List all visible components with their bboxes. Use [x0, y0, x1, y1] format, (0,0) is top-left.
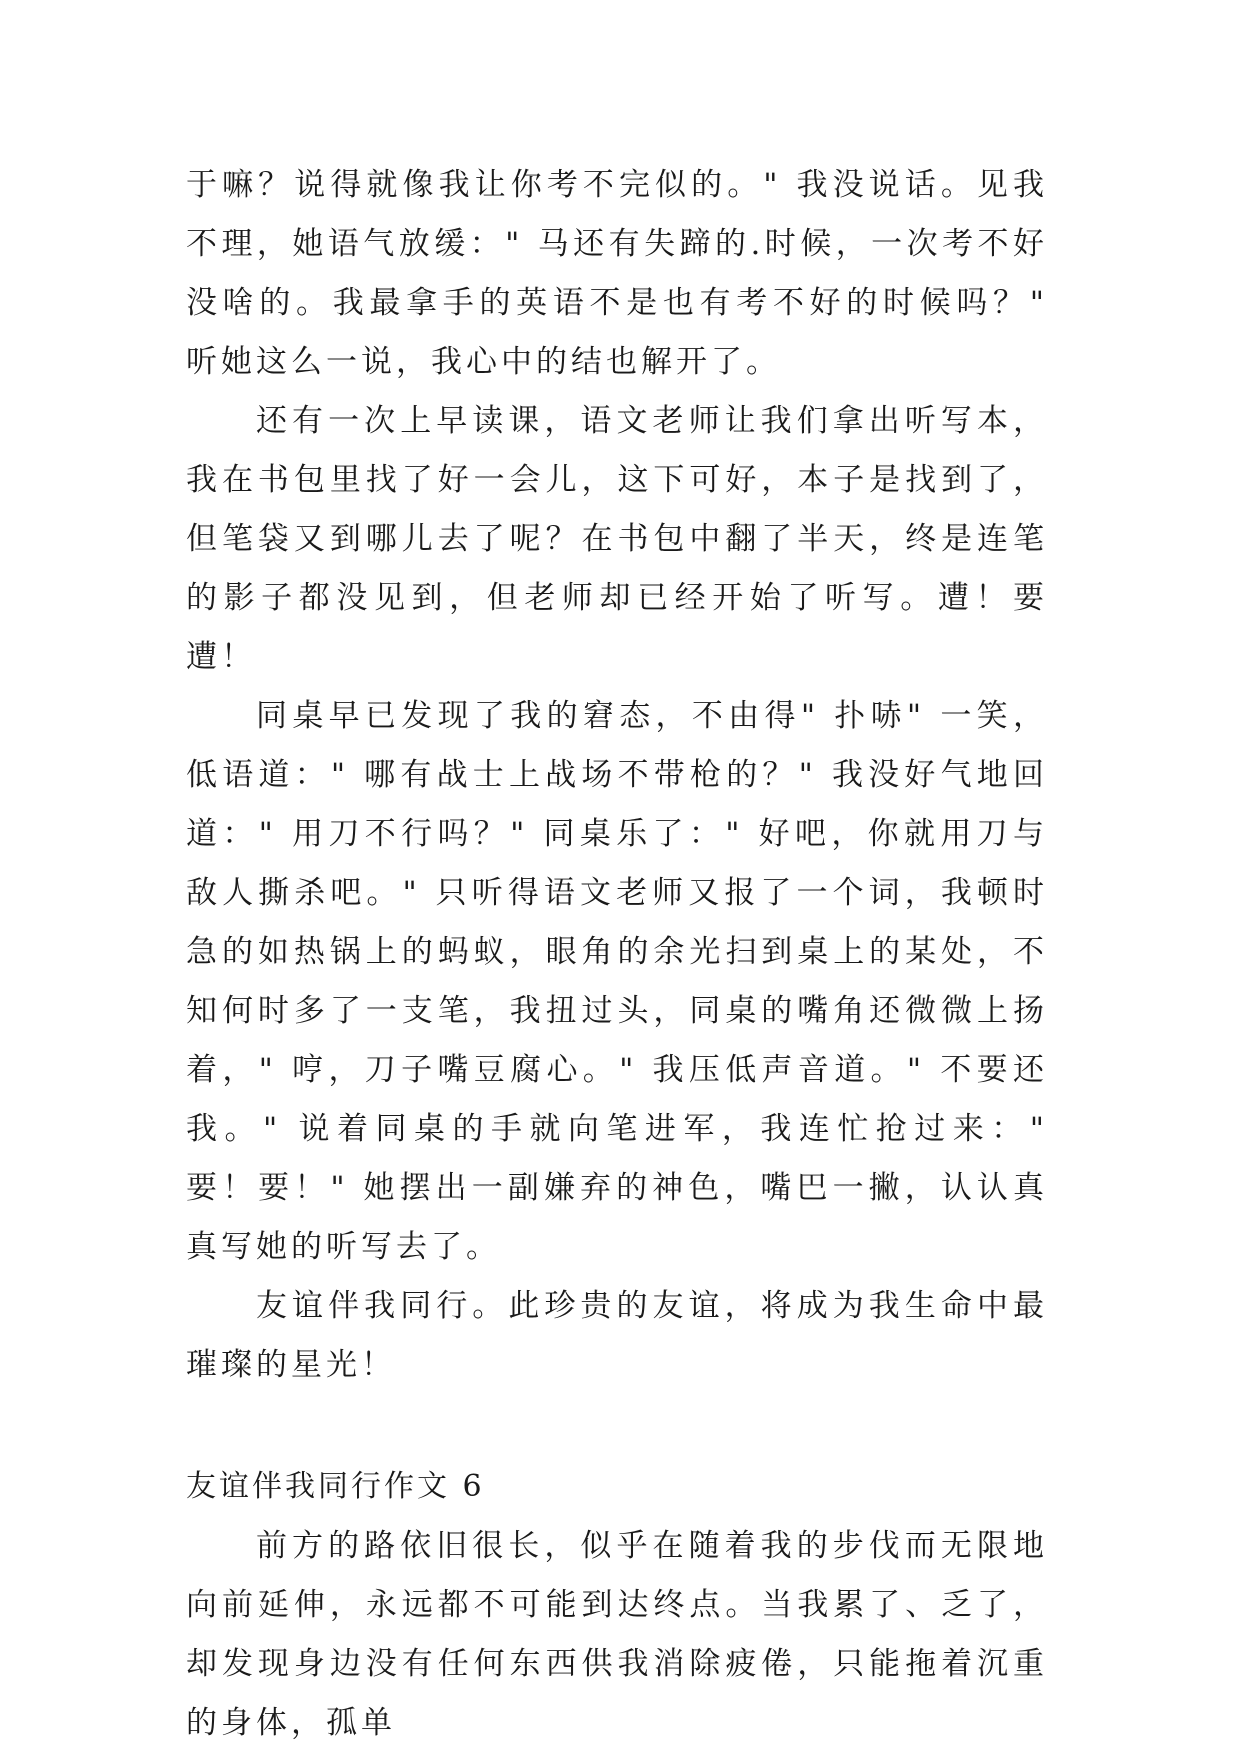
paragraph-2: 还有一次上早读课，语文老师让我们拿出听写本，我在书包里找了好一会儿，这下可好，本子是找到了，但笔袋又到哪儿去了呢？在书包中翻了半天，终是连笔的影子都没见到，但老师却已经开始了听写。遭！要遭！: [186, 403, 1048, 675]
paragraph-3: 同桌早已发现了我的窘态，不由得" 扑哧" 一笑，低语道：" 哪有战士上战场不带枪的？" 我没好气地回道：" 用刀不行吗？" 同桌乐了：" 好吧，你就用刀与敌人撕杀吧。" 只听得语文老师又报了一个词，我顿时急的如热锅上的蚂蚁，眼角的余光扫到桌上的某处，不知何时多了一支笔，我扭过头，同桌的嘴角还微微上扬着，" 哼，刀子嘴豆腐心。" 我压低声音道。" 不要还我。" 说着同桌的手就向笔进军，我连忙抢过来：" 要！要！" 她摆出一副嫌弃的神色，嘴巴一撇，认认真真写她的听写去了。: [186, 698, 1048, 1265]
document-page: [186, 156, 1048, 1753]
section-title: 友谊伴我同行作文 6: [186, 1469, 485, 1504]
paragraph-1: 于嘛？说得就像我让你考不完似的。" 我没说话。见我不理，她语气放缓：" 马还有失蹄的.时候，一次考不好没啥的。我最拿手的英语不是也有考不好的时候吗？" 听她这么一说，我心中的结也解开了。: [186, 167, 1048, 380]
section-paragraph-1: 前方的路依旧很长，似乎在随着我的步伐而无限地向前延伸，永远都不可能到达终点。当我累了、乏了，却发现身边没有任何东西供我消除疲倦，只能拖着沉重的身体，孤单: [186, 1528, 1048, 1741]
paragraph-4: 友谊伴我同行。此珍贵的友谊，将成为我生命中最璀璨的星光！: [186, 1288, 1048, 1383]
